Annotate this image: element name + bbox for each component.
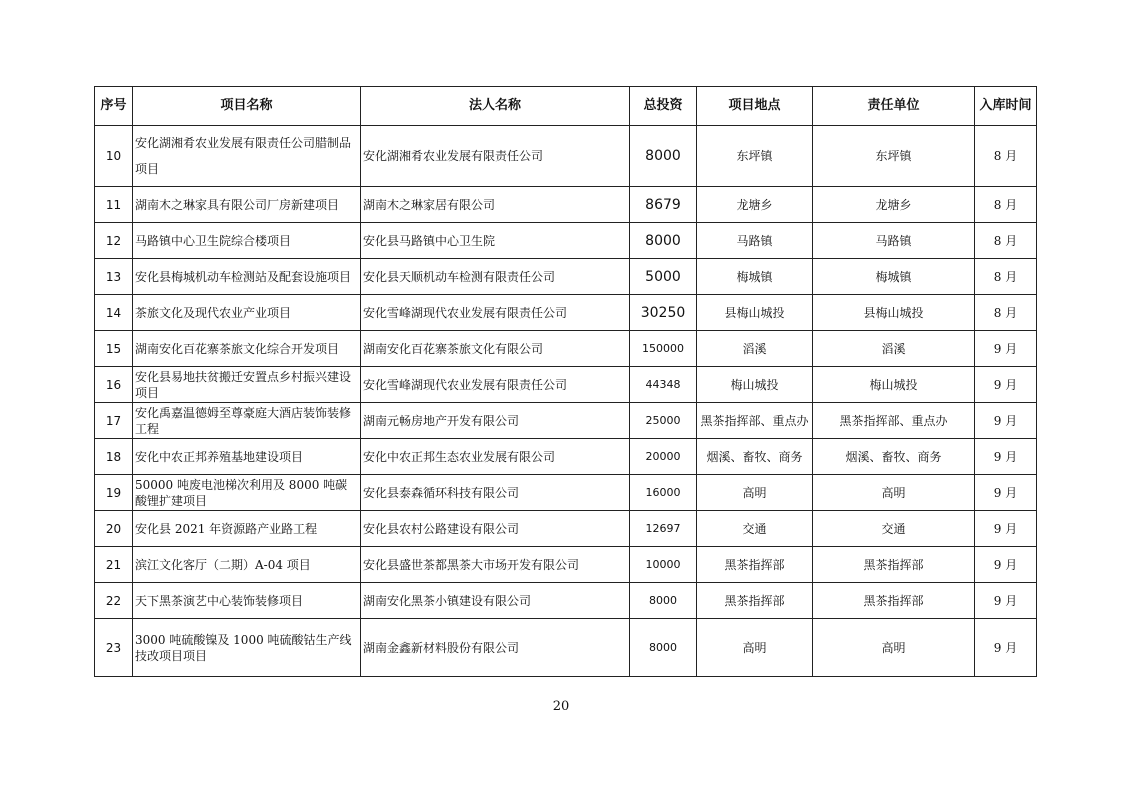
cell-seq: 12 bbox=[95, 223, 133, 259]
cell-project-name: 湖南木之琳家具有限公司厂房新建项目 bbox=[133, 187, 361, 223]
cell-responsible-unit: 高明 bbox=[813, 619, 975, 677]
cell-entry-time: 9 月 bbox=[975, 439, 1037, 475]
cell-investment: 20000 bbox=[630, 439, 697, 475]
cell-location: 黑茶指挥部、重点办 bbox=[697, 403, 813, 439]
cell-legal-name: 安化中农正邦生态农业发展有限公司 bbox=[361, 439, 630, 475]
cell-responsible-unit: 龙塘乡 bbox=[813, 187, 975, 223]
cell-legal-name: 湖南安化黑茶小镇建设有限公司 bbox=[361, 583, 630, 619]
table-row bbox=[95, 475, 1037, 511]
cell-project-name: 滨江文化客厅（二期）A-04 项目 bbox=[133, 547, 361, 583]
table-header-row bbox=[95, 87, 1037, 126]
cell-seq: 21 bbox=[95, 547, 133, 583]
cell-legal-name: 安化县马路镇中心卫生院 bbox=[361, 223, 630, 259]
cell-responsible-unit: 黑茶指挥部 bbox=[813, 583, 975, 619]
cell-project-name: 安化县梅城机动车检测站及配套设施项目 bbox=[133, 259, 361, 295]
cell-entry-time: 9 月 bbox=[975, 619, 1037, 677]
cell-project-name: 50000 吨废电池梯次利用及 8000 吨碳酸锂扩建项目 bbox=[133, 475, 361, 511]
cell-location: 龙塘乡 bbox=[697, 187, 813, 223]
cell-seq: 20 bbox=[95, 511, 133, 547]
cell-location: 烟溪、畜牧、商务 bbox=[697, 439, 813, 475]
cell-legal-name: 安化雪峰湖现代农业发展有限责任公司 bbox=[361, 367, 630, 403]
cell-seq: 19 bbox=[95, 475, 133, 511]
header-seq: 序号 bbox=[95, 87, 133, 126]
cell-project-name: 茶旅文化及现代农业产业项目 bbox=[133, 295, 361, 331]
cell-project-name: 天下黑茶演艺中心装饰装修项目 bbox=[133, 583, 361, 619]
cell-seq: 10 bbox=[95, 126, 133, 187]
cell-investment: 8679 bbox=[630, 187, 697, 223]
cell-entry-time: 8 月 bbox=[975, 126, 1037, 187]
table-row bbox=[95, 547, 1037, 583]
cell-responsible-unit: 高明 bbox=[813, 475, 975, 511]
cell-entry-time: 8 月 bbox=[975, 295, 1037, 331]
cell-investment: 8000 bbox=[630, 223, 697, 259]
table-row bbox=[95, 187, 1037, 223]
cell-investment: 150000 bbox=[630, 331, 697, 367]
cell-entry-time: 8 月 bbox=[975, 259, 1037, 295]
cell-location: 高明 bbox=[697, 475, 813, 511]
header-responsible-unit: 责任单位 bbox=[813, 87, 975, 126]
cell-entry-time: 9 月 bbox=[975, 475, 1037, 511]
cell-investment: 12697 bbox=[630, 511, 697, 547]
cell-location: 黑茶指挥部 bbox=[697, 547, 813, 583]
table-row bbox=[95, 583, 1037, 619]
cell-seq: 18 bbox=[95, 439, 133, 475]
cell-location: 东坪镇 bbox=[697, 126, 813, 187]
table-row bbox=[95, 439, 1037, 475]
cell-investment: 25000 bbox=[630, 403, 697, 439]
cell-investment: 8000 bbox=[630, 126, 697, 187]
cell-legal-name: 安化县泰森循环科技有限公司 bbox=[361, 475, 630, 511]
cell-responsible-unit: 黑茶指挥部 bbox=[813, 547, 975, 583]
cell-legal-name: 湖南金鑫新材料股份有限公司 bbox=[361, 619, 630, 677]
cell-responsible-unit: 交通 bbox=[813, 511, 975, 547]
cell-project-name: 安化中农正邦养殖基地建设项目 bbox=[133, 439, 361, 475]
cell-legal-name: 湖南元畅房地产开发有限公司 bbox=[361, 403, 630, 439]
header-entry-time: 入库时间 bbox=[975, 87, 1037, 126]
cell-location: 高明 bbox=[697, 619, 813, 677]
cell-project-name: 安化县 2021 年资源路产业路工程 bbox=[133, 511, 361, 547]
header-investment: 总投资 bbox=[630, 87, 697, 126]
table-row bbox=[95, 126, 1037, 187]
cell-location: 滔溪 bbox=[697, 331, 813, 367]
cell-responsible-unit: 梅城镇 bbox=[813, 259, 975, 295]
cell-responsible-unit: 东坪镇 bbox=[813, 126, 975, 187]
cell-investment: 8000 bbox=[630, 619, 697, 677]
cell-project-name: 安化禹嘉温德姆至尊豪庭大酒店装饰装修工程 bbox=[133, 403, 361, 439]
cell-location: 马路镇 bbox=[697, 223, 813, 259]
cell-responsible-unit: 梅山城投 bbox=[813, 367, 975, 403]
table-row bbox=[95, 619, 1037, 677]
cell-investment: 30250 bbox=[630, 295, 697, 331]
cell-entry-time: 9 月 bbox=[975, 583, 1037, 619]
table-row bbox=[95, 331, 1037, 367]
table-row bbox=[95, 223, 1037, 259]
cell-seq: 22 bbox=[95, 583, 133, 619]
cell-location: 黑茶指挥部 bbox=[697, 583, 813, 619]
cell-seq: 15 bbox=[95, 331, 133, 367]
cell-investment: 16000 bbox=[630, 475, 697, 511]
cell-project-name: 安化湖湘肴农业发展有限责任公司腊制品项目 bbox=[133, 126, 361, 187]
cell-legal-name: 安化县天顺机动车检测有限责任公司 bbox=[361, 259, 630, 295]
table-row bbox=[95, 511, 1037, 547]
cell-entry-time: 9 月 bbox=[975, 331, 1037, 367]
cell-seq: 16 bbox=[95, 367, 133, 403]
cell-location: 梅山城投 bbox=[697, 367, 813, 403]
cell-investment: 5000 bbox=[630, 259, 697, 295]
cell-seq: 23 bbox=[95, 619, 133, 677]
cell-responsible-unit: 马路镇 bbox=[813, 223, 975, 259]
cell-legal-name: 安化县盛世茶都黑茶大市场开发有限公司 bbox=[361, 547, 630, 583]
cell-entry-time: 8 月 bbox=[975, 187, 1037, 223]
cell-responsible-unit: 烟溪、畜牧、商务 bbox=[813, 439, 975, 475]
cell-responsible-unit: 滔溪 bbox=[813, 331, 975, 367]
cell-investment: 44348 bbox=[630, 367, 697, 403]
cell-investment: 8000 bbox=[630, 583, 697, 619]
header-location: 项目地点 bbox=[697, 87, 813, 126]
project-table bbox=[94, 86, 1037, 677]
cell-seq: 17 bbox=[95, 403, 133, 439]
cell-seq: 13 bbox=[95, 259, 133, 295]
cell-entry-time: 8 月 bbox=[975, 223, 1037, 259]
cell-project-name: 3000 吨硫酸镍及 1000 吨硫酸钴生产线技改项目项目 bbox=[133, 619, 361, 677]
cell-legal-name: 安化县农村公路建设有限公司 bbox=[361, 511, 630, 547]
table-row bbox=[95, 403, 1037, 439]
header-legal-name: 法人名称 bbox=[361, 87, 630, 126]
cell-seq: 11 bbox=[95, 187, 133, 223]
cell-entry-time: 9 月 bbox=[975, 547, 1037, 583]
cell-location: 县梅山城投 bbox=[697, 295, 813, 331]
cell-project-name: 马路镇中心卫生院综合楼项目 bbox=[133, 223, 361, 259]
cell-location: 梅城镇 bbox=[697, 259, 813, 295]
cell-location: 交通 bbox=[697, 511, 813, 547]
cell-legal-name: 安化雪峰湖现代农业发展有限责任公司 bbox=[361, 295, 630, 331]
cell-legal-name: 湖南木之琳家居有限公司 bbox=[361, 187, 630, 223]
cell-investment: 10000 bbox=[630, 547, 697, 583]
cell-entry-time: 9 月 bbox=[975, 367, 1037, 403]
cell-project-name: 湖南安化百花寨茶旅文化综合开发项目 bbox=[133, 331, 361, 367]
cell-responsible-unit: 黑茶指挥部、重点办 bbox=[813, 403, 975, 439]
cell-project-name: 安化县易地扶贫搬迁安置点乡村振兴建设项目 bbox=[133, 367, 361, 403]
cell-seq: 14 bbox=[95, 295, 133, 331]
cell-responsible-unit: 县梅山城投 bbox=[813, 295, 975, 331]
header-project-name: 项目名称 bbox=[133, 87, 361, 126]
table-row bbox=[95, 259, 1037, 295]
table-row bbox=[95, 367, 1037, 403]
cell-legal-name: 安化湖湘肴农业发展有限责任公司 bbox=[361, 126, 630, 187]
table-row bbox=[95, 295, 1037, 331]
page-number: 20 bbox=[552, 699, 570, 714]
cell-legal-name: 湖南安化百花寨茶旅文化有限公司 bbox=[361, 331, 630, 367]
cell-entry-time: 9 月 bbox=[975, 403, 1037, 439]
cell-entry-time: 9 月 bbox=[975, 511, 1037, 547]
